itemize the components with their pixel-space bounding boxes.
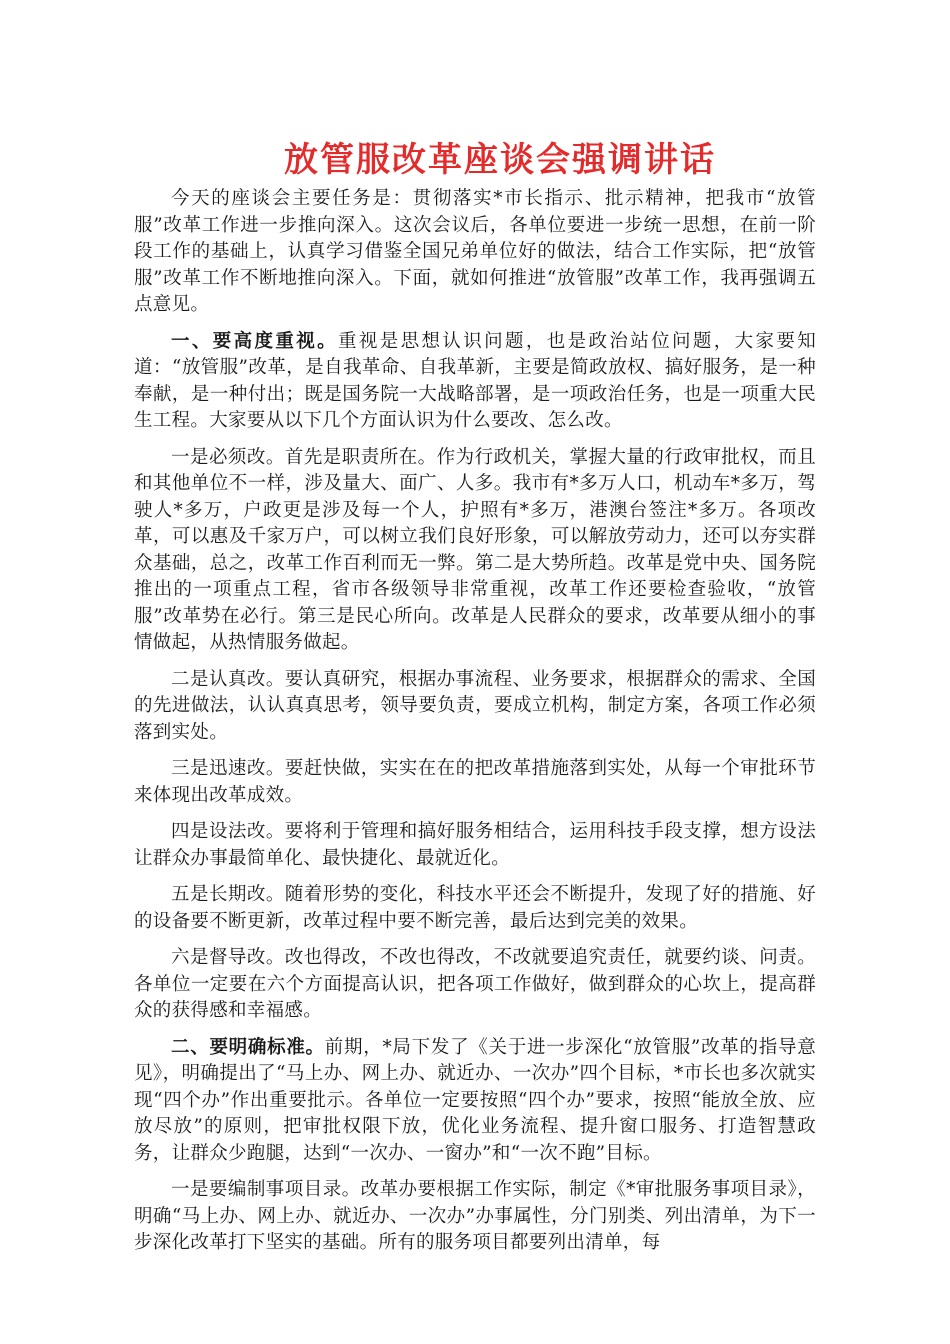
paragraph-5 xyxy=(134,756,816,809)
paragraph-8 xyxy=(134,945,816,1025)
paragraph-text: 一是要编制事项目录。改革办要根据工作实际，制定《*审批服务事项目录》，明确“马上办、网上办、就近办、一次办”办事属性，分门别类、列出清单，为下一步深化改革打下坚实的基础。所有的服务项目都要列出清单，每 xyxy=(134,1179,816,1253)
paragraph-9 xyxy=(134,1035,816,1168)
paragraph-text: 重视是思想认识问题，也是政治站位问题，大家要知道：“放管服”改革，是自我革命、自我革新，主要是简政放权、搞好服务，是一种奉献，是一种付出；既是国务院一大战略部署，是一项政治任务，也是一项重大民生工程。大家要从以下几个方面认识为什么要改、怎么改。 xyxy=(134,330,816,431)
paragraph-3 xyxy=(134,445,816,657)
paragraph-2 xyxy=(134,329,816,435)
section-heading-2: 二、要明确标准。 xyxy=(171,1036,325,1058)
paragraph-text: 四是设法改。要将利于管理和搞好服务相结合，运用科技手段支撑，想方设法让群众办事最简单化、最快捷化、最就近化。 xyxy=(134,821,816,869)
paragraph-7 xyxy=(134,882,816,935)
document-title: 放管服改革座谈会强调讲话 xyxy=(284,140,716,180)
paragraph-text: 二是认真改。要认真研究，根据办事流程、业务要求，根据群众的需求、全国的先进做法，认认真真思考，领导要负责，要成立机构，制定方案，各项工作必须落到实处。 xyxy=(134,668,816,743)
paragraph-text: 一是必须改。首先是职责所在。作为行政机关，掌握大量的行政审批权，而且和其他单位不一样，涉及量大、面广、人多。我市有*多万人口，机动车*多万，驾驶人*多万，户政更是涉及每一个人，护照有*多万，港澳台签注*多万。各项改革，可以惠及千家万户，可以树立我们良好形象，可以解放劳动力，还可以夯实群众基础，总之，改革工作百利而无一弊。第二是大势所趋。改革是党中央、国务院推出的一项重点工程，省市各级领导非常重视，改革工作还要检查验收，“放管服”改革势在必行。第三是民心所向。改革是人民群众的要求，改革要从细小的事情做起，从热情服务做起。 xyxy=(134,446,816,653)
paragraph-4 xyxy=(134,667,816,747)
paragraph-1 xyxy=(134,186,816,319)
paragraph-6 xyxy=(134,819,816,872)
paragraph-text: 三是迅速改。要赶快做，实实在在的把改革措施落到实处，从每一个审批环节来体现出改革成效。 xyxy=(134,758,816,806)
paragraph-text: 今天的座谈会主要任务是：贯彻落实*市长指示、批示精神，把我市“放管服”改革工作进一步推向深入。这次会议后，各单位要进一步统一思想，在前一阶段工作的基础上，认真学习借鉴全国兄弟单位好的做法，结合工作实际，把“放管服”改革工作不断地推向深入。下面，就如何推进“放管服”改革工作，我再强调五点意见。 xyxy=(134,188,816,315)
paragraph-text: 前期，*局下发了《关于进一步深化“放管服”改革的指导意见》，明确提出了“马上办、网上办、就近办、一次办”四个目标，*市长也多次就实现“四个办”作出重要批示。各单位一定要按照“四个办”要求，按照“能放全放、应放尽放”的原则，把审批权限下放，优化业务流程、提升窗口服务、打造智慧政务，让群众少跑腿，达到“一次办、一窗办”和“一次不跑”目标。 xyxy=(134,1036,816,1164)
section-heading-1: 一、要高度重视。 xyxy=(171,330,338,352)
paragraph-text: 六是督导改。改也得改，不改也得改，不改就要追究责任，就要约谈、问责。各单位一定要在六个方面提高认识，把各项工作做好，做到群众的心坎上，提高群众的获得感和幸福感。 xyxy=(134,947,816,1021)
document-body xyxy=(134,186,816,1267)
paragraph-text: 五是长期改。随着形势的变化，科技水平还会不断提升，发现了好的措施、好的设备要不断更新，改革过程中要不断完善，最后达到完美的效果。 xyxy=(134,884,816,932)
paragraph-10 xyxy=(134,1177,816,1257)
